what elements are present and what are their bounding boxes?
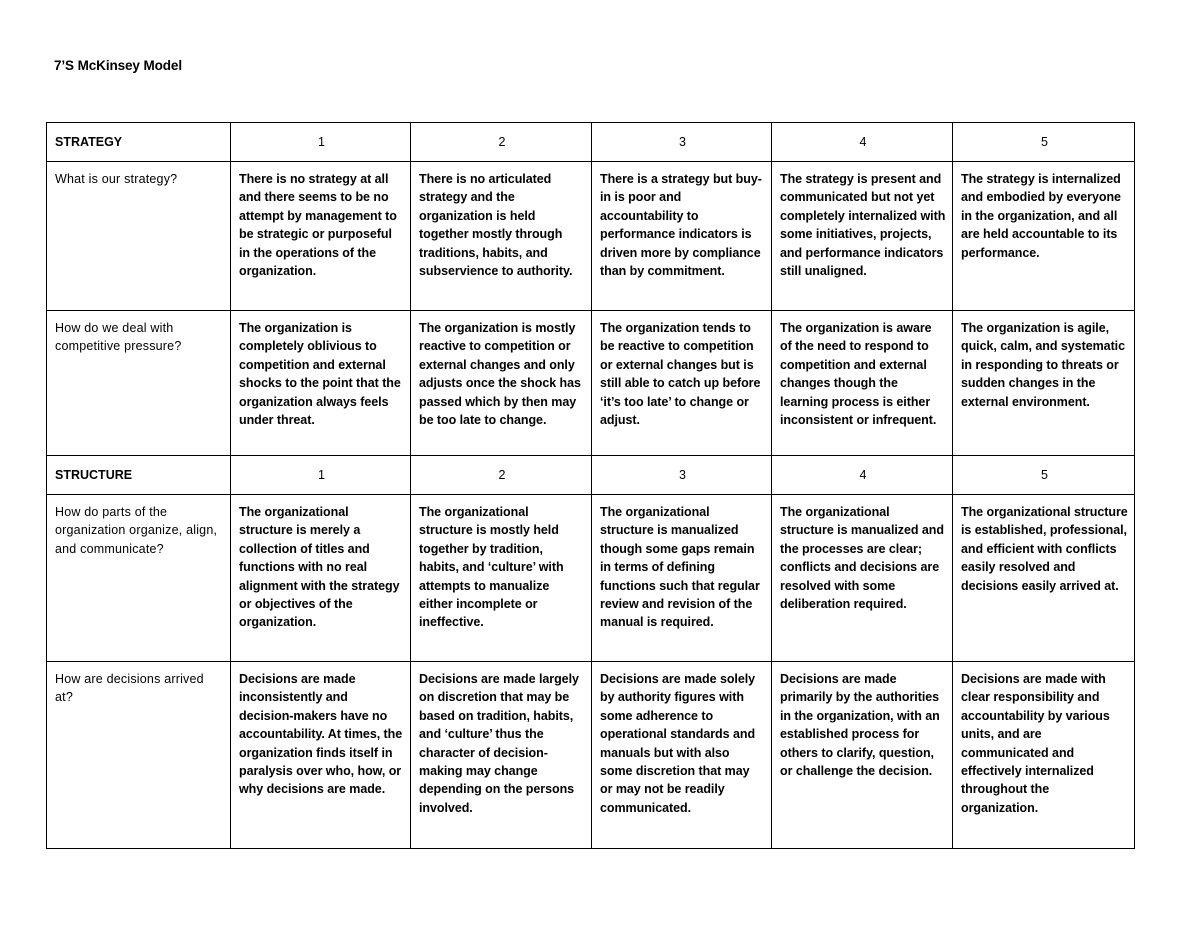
level-2-description: There is no articulated strategy and the organization is held together mostly through traditions, habits, and subservience to authority. <box>411 162 592 311</box>
level-2-header: 2 <box>411 123 592 162</box>
level-4-description: The strategy is present and communicated but not yet completely internalized with some initiatives, projects, and performance indicators still unaligned. <box>772 162 953 311</box>
level-3-description: The organization tends to be reactive to competition or external changes but is still able to catch up before ‘it’s too late’ to change or adjust. <box>592 311 772 456</box>
level-3-header: 3 <box>592 123 772 162</box>
level-2-description: The organizational structure is mostly held together by tradition, habits, and ‘culture’ with attempts to manualize either incomplete or ineffective. <box>411 495 592 662</box>
level-3-description: There is a strategy but buy-in is poor and accountability to performance indicators is driven more by compliance than by commitment. <box>592 162 772 311</box>
section-label: STRATEGY <box>47 123 231 162</box>
document-title: 7’S McKinsey Model <box>54 58 182 73</box>
level-4-description: The organizational structure is manualized and the processes are clear; conflicts and decisions are resolved with some deliberation required. <box>772 495 953 662</box>
level-3-description: The organizational structure is manualized though some gaps remain in terms of defining functions such that regular review and revision of the manual is required. <box>592 495 772 662</box>
level-1-description: Decisions are made inconsistently and decision-makers have no accountability. At times, the organization finds itself in paralysis over who, how, or why decisions are made. <box>231 662 411 849</box>
question-cell: How do we deal with competitive pressure? <box>47 311 231 456</box>
level-4-description: Decisions are made primarily by the authorities in the organization, with an established process for others to clarify, question, or challenge the decision. <box>772 662 953 849</box>
level-1-description: The organization is completely oblivious to competition and external shocks to the point that the organization always feels under threat. <box>231 311 411 456</box>
table-row <box>47 311 1135 456</box>
section-header-row-structure <box>47 456 1135 495</box>
level-4-header: 4 <box>772 123 953 162</box>
level-3-description: Decisions are made solely by authority figures with some adherence to operational standards and manuals but with also some discretion that may or may not be readily communicated. <box>592 662 772 849</box>
table-row <box>47 495 1135 662</box>
question-cell: How do parts of the organization organize, align, and communicate? <box>47 495 231 662</box>
level-1-description: The organizational structure is merely a collection of titles and functions with no real alignment with the strategy or objectives of the organization. <box>231 495 411 662</box>
level-2-description: Decisions are made largely on discretion that may be based on tradition, habits, and ‘culture’ thus the character of decision-making may change depending on the persons involved. <box>411 662 592 849</box>
level-5-description: Decisions are made with clear responsibility and accountability by various units, and are communicated and effectively internalized throughout the organization. <box>953 662 1135 849</box>
level-1-header: 1 <box>231 123 411 162</box>
level-1-header: 1 <box>231 456 411 495</box>
level-5-description: The organization is agile, quick, calm, and systematic in responding to threats or sudden changes in the external environment. <box>953 311 1135 456</box>
level-3-header: 3 <box>592 456 772 495</box>
level-5-header: 5 <box>953 123 1135 162</box>
level-2-header: 2 <box>411 456 592 495</box>
section-label: STRUCTURE <box>47 456 231 495</box>
table-row <box>47 162 1135 311</box>
question-cell: What is our strategy? <box>47 162 231 311</box>
level-5-description: The organizational structure is established, professional, and efficient with conflicts easily resolved and decisions easily arrived at. <box>953 495 1135 662</box>
question-cell: How are decisions arrived at? <box>47 662 231 849</box>
level-5-description: The strategy is internalized and embodied by everyone in the organization, and all are held accountable to its performance. <box>953 162 1135 311</box>
section-header-row-strategy <box>47 123 1135 162</box>
level-5-header: 5 <box>953 456 1135 495</box>
level-4-header: 4 <box>772 456 953 495</box>
rubric-table <box>46 122 1135 849</box>
table-row <box>47 662 1135 849</box>
level-1-description: There is no strategy at all and there seems to be no attempt by management to be strategic or purposeful in the operations of the organization. <box>231 162 411 311</box>
level-2-description: The organization is mostly reactive to competition or external changes and only adjusts once the shock has passed which by then may be too late to change. <box>411 311 592 456</box>
level-4-description: The organization is aware of the need to respond to competition and external changes though the learning process is either inconsistent or infrequent. <box>772 311 953 456</box>
